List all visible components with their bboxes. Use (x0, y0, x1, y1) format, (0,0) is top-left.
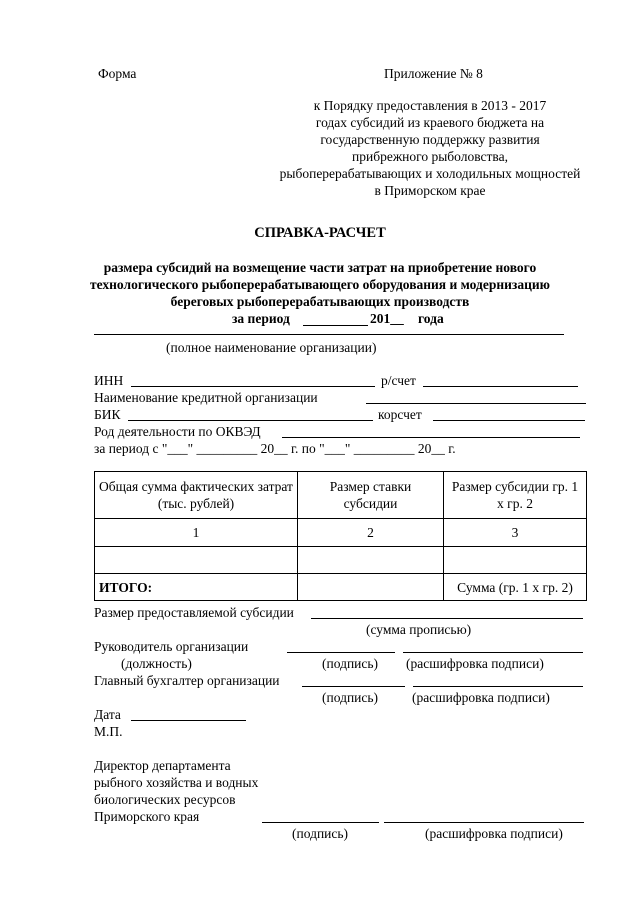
director-sign-caption: (подпись) (292, 826, 349, 841)
total-sum: Сумма (гр. 1 х гр. 2) (444, 574, 587, 601)
empty-cell-2 (298, 547, 444, 574)
appendix-number: Приложение № 8 (384, 66, 483, 81)
appendix-line-1: к Порядку предоставления в 2013 - 2017 (313, 98, 547, 113)
corr-account-line (433, 420, 585, 421)
header-subsidy: Размер субсидии гр. 1 х гр. 2 (444, 472, 587, 519)
document-title: СПРАВКА-РАСЧЕТ (254, 225, 386, 241)
accountant-sign-line (302, 686, 405, 687)
bank-name-line (366, 403, 586, 404)
empty-cell-1 (95, 547, 298, 574)
period-range: за период с "___" _________ 20__ г. по "___" _________ 20__ г. (94, 441, 456, 456)
table-total-row (95, 574, 587, 601)
appendix-line-6: в Приморском крае (374, 183, 486, 198)
head-sign-caption: (подпись) (322, 656, 379, 671)
appendix-line-4: прибрежного рыболовства, (352, 149, 508, 164)
position-caption: (должность) (121, 656, 192, 671)
inn-label: ИНН (94, 373, 124, 388)
col-number-3: 3 (444, 519, 587, 547)
subsidy-line (311, 618, 583, 619)
org-name-caption: (полное наименование организации) (166, 340, 377, 355)
accountant-sign-caption: (подпись) (322, 690, 379, 705)
director-line-4: Приморского края (94, 809, 200, 824)
stamp-label: М.П. (94, 724, 123, 739)
appendix-line-2: годах субсидий из краевого бюджета на (315, 115, 545, 130)
director-decode-caption: (расшифровка подписи) (425, 826, 563, 841)
subsidy-caption: (сумма прописью) (366, 622, 472, 637)
header-total-costs: Общая сумма фактических затрат (тыс. рублей) (95, 472, 298, 519)
total-label: ИТОГО: (95, 574, 298, 601)
subsidy-label: Размер предоставляемой субсидии (94, 605, 294, 620)
subtitle-line-1: размера субсидий на возмещение части затрат на приобретение нового (103, 260, 537, 275)
corr-account-label: корсчет (378, 407, 422, 422)
date-label: Дата (94, 707, 121, 722)
col-number-2: 2 (298, 519, 444, 547)
bik-line (128, 420, 373, 421)
period-prefix: за период (232, 311, 290, 326)
head-sign-line (287, 652, 395, 653)
director-decode-line (384, 822, 584, 823)
header-rate: Размер ставки субсидии (298, 472, 444, 519)
appendix-line-3: государственную поддержку развития (320, 132, 540, 147)
total-rate-cell (298, 574, 444, 601)
appendix-line-5: рыбоперерабатывающих и холодильных мощностей (279, 166, 581, 181)
col-number-1: 1 (95, 519, 298, 547)
director-line-1: Директор департамента (94, 758, 231, 773)
table-empty-row (95, 547, 587, 574)
accountant-decode-line (413, 686, 583, 687)
form-label: Форма (98, 66, 137, 81)
director-sign-line (262, 822, 379, 823)
inn-line (131, 386, 375, 387)
calculation-table (94, 471, 587, 601)
director-line-3: биологических ресурсов (94, 792, 236, 807)
period-blank-line (303, 325, 368, 326)
table-number-row (95, 519, 587, 547)
subtitle-line-2: технологического рыбоперерабатывающего оборудования и модернизацию (90, 277, 550, 292)
period-year: 201__ (370, 311, 404, 326)
okved-line (282, 437, 580, 438)
account-line (423, 386, 578, 387)
okved-label: Род деятельности по ОКВЭД (94, 424, 261, 439)
accountant-label: Главный бухгалтер организации (94, 673, 280, 688)
head-decode-caption: (расшифровка подписи) (406, 656, 544, 671)
empty-cell-3 (444, 547, 587, 574)
bik-label: БИК (94, 407, 121, 422)
head-decode-line (403, 652, 583, 653)
org-name-line (94, 334, 564, 335)
accountant-decode-caption: (расшифровка подписи) (412, 690, 550, 705)
subtitle-line-3: береговых рыбоперерабатывающих производств (170, 294, 470, 309)
period-suffix: года (418, 311, 444, 326)
head-label: Руководитель организации (94, 639, 249, 654)
table-header-row (95, 472, 587, 519)
bank-name-label: Наименование кредитной организации (94, 390, 318, 405)
account-label: р/счет (381, 373, 416, 388)
director-line-2: рыбного хозяйства и водных (94, 775, 259, 790)
date-line (131, 720, 246, 721)
